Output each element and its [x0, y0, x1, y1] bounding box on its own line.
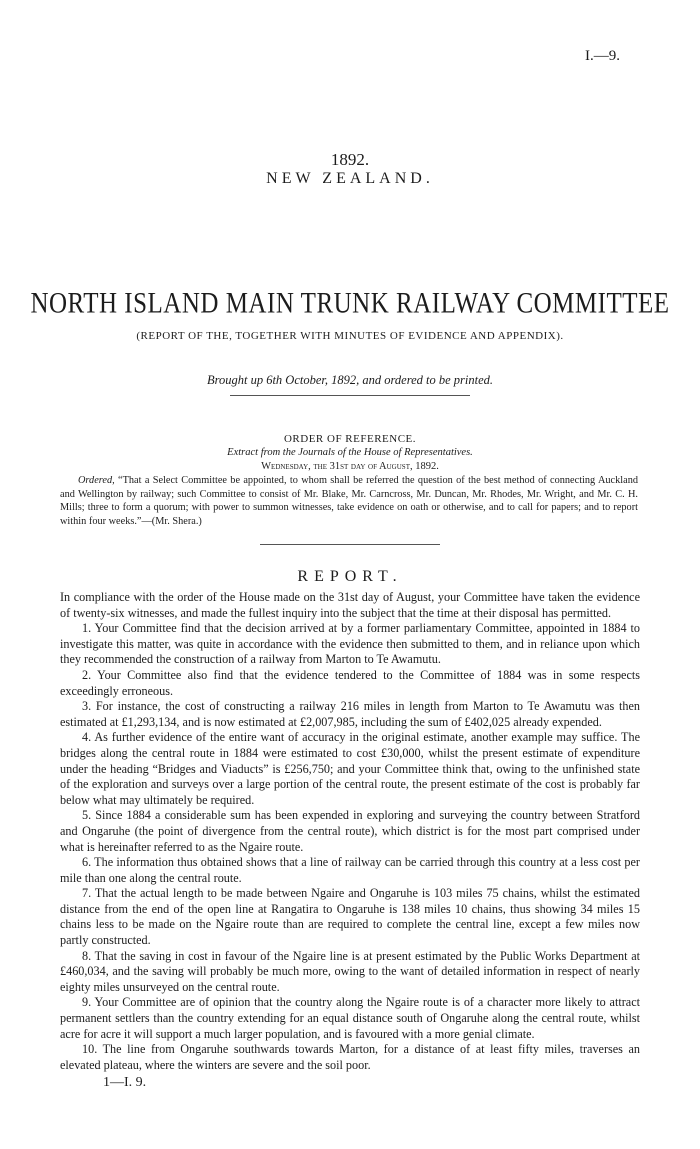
report-intro: In compliance with the order of the House made on the 31st day of August, your Committee have taken the evidence of twenty-six witnesses, and made the fullest inquiry into the subject that the time at their disposal has permitted.	[60, 590, 640, 620]
report-paragraph: 1. Your Committee find that the decision arrived at by a former parliamentary Committee, appointed in 1884 to investigate this matter, was quite in accordance with the evidence then submitted to them, and in reliance upon which they recommended the construction of a railway from Marton to Te Awamutu.	[60, 621, 640, 667]
order-text	[60, 474, 638, 528]
order-date: Wednesday, the 31st day of August, 1892.	[261, 461, 439, 472]
report-paragraph: 4. As further evidence of the entire want of accuracy in the original estimate, another example may suffice. The bridges along the central route in 1884 were estimated to cost £30,000, whilst the present estimate of expenditure under the heading “Bridges and Viaducts” is £256,750; and your Committee think that, owing to the unfinished state of the exploration and surveys over a large portion of the central route, the present estimate of the cost is probably far below what may ultimately be required.	[60, 730, 640, 807]
report-paragraph: 3. For instance, the cost of constructing a railway 216 miles in length from Marton to Te Awamutu was then estimated at £1,293,134, and is now estimated at £2,007,985, including the sum of £402,025 already expended.	[60, 699, 640, 729]
report-paragraph: 10. The line from Ongaruhe southwards towards Marton, for a distance of at least fifty miles, traverses an elevated plateau, where the winters are severe and the soil poor.	[60, 1042, 640, 1072]
report-paragraph: 9. Your Committee are of opinion that the country along the Ngaire route is of a character more likely to attract permanent settlers than the country extending for an equal distance south of Ongaruhe along the central route, whilst acre for acre it will support a much larger population, and is favoured with a more genial climate.	[60, 995, 640, 1041]
ordered-label: Ordered,	[78, 475, 115, 486]
document-title: NORTH ISLAND MAIN TRUNK RAILWAY COMMITTEE	[30, 287, 670, 320]
report-paragraph: 8. That the saving in cost in favour of the Ngaire line is at present estimated by the Public Works Department at £460,034, and the saving will probably be much more, owing to the want of detailed information in respect of nearly eighty miles unsurveyed on the central route.	[60, 948, 640, 994]
ordered-body: “That a Select Committee be appointed, to whom shall be referred the question of the best method of connecting Auckland and Wellington by railway; such Committee to consist of Mr. Blake, Mr. Carncross, Mr. Duncan, Mr. Rhodes, Mr. Wright, and Mr. C. H. Mills; three to form a quorum; with power to summon witnesses, take evidence on oath or otherwise, and to call for papers; and to report within four weeks.”—(Mr. Shera.)	[60, 475, 639, 527]
sheet-signature: 1—I. 9.	[103, 1075, 147, 1090]
journal-extract-line: Extract from the Journals of the House of Representatives.	[227, 447, 473, 458]
brought-up-note: Brought up 6th October, 1892, and ordered to be printed.	[206, 373, 494, 387]
report-paragraph: 5. Since 1884 a considerable sum has been expended in exploring and surveying the country between Stratford and Ongaruhe (the point of divergence from the central route), which district is for the most part comprised under what is hereinafter referred to as the Ngaire route.	[60, 808, 640, 854]
report-paragraph: 2. Your Committee also find that the evidence tendered to the Committee of 1884 was in some respects exceedingly erroneous.	[60, 667, 640, 698]
report-paragraph: 6. The information thus obtained shows that a line of railway can be carried through this country at a less cost per mile than one along the central route.	[60, 855, 640, 885]
document-subtitle: (REPORT OF THE, TOGETHER WITH MINUTES OF EVIDENCE AND APPENDIX).	[136, 330, 564, 342]
order-of-reference-heading: ORDER OF REFERENCE.	[283, 433, 417, 445]
year: 1892.	[330, 150, 370, 169]
report-heading: REPORT.	[297, 568, 403, 585]
report-body	[60, 590, 640, 1073]
report-paragraph: 7. That the actual length to be made between Ngaire and Ongaruhe is 103 miles 75 chains, whilst the estimated distance from the end of the open line at Rangatira to Ongaruhe is 138 miles 10 chains, thus showing 34 miles 15 chains less to be made on the Ngaire route than are required to complete the central line, except a few miles now partly constructed.	[60, 886, 640, 948]
country-heading: NEW ZEALAND.	[266, 170, 434, 187]
divider-rule	[260, 544, 440, 545]
paper-reference: I.—9.	[585, 48, 620, 64]
divider-rule	[230, 395, 470, 396]
